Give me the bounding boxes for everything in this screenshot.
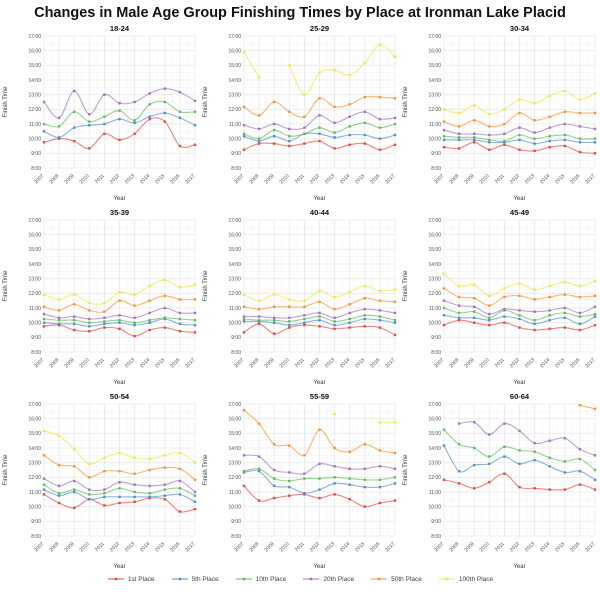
svg-text:10:00: 10:00	[228, 320, 241, 327]
svg-text:2017: 2017	[184, 173, 197, 186]
panel-title: 18-24	[109, 24, 130, 33]
svg-text:12:00: 12:00	[228, 107, 241, 114]
svg-text:2015: 2015	[554, 357, 567, 370]
svg-text:15:00: 15:00	[428, 63, 441, 70]
svg-text:2013: 2013	[523, 173, 537, 186]
svg-text:2008: 2008	[248, 357, 261, 370]
svg-text:17:00: 17:00	[28, 401, 41, 408]
svg-text:11:00: 11:00	[428, 121, 441, 128]
legend-item-100th-place	[438, 575, 493, 583]
svg-text:14:00: 14:00	[28, 445, 41, 452]
svg-text:2008: 2008	[448, 357, 461, 370]
svg-text:2012: 2012	[508, 541, 521, 554]
svg-text:2015: 2015	[154, 357, 167, 370]
svg-text:13:00: 13:00	[228, 92, 241, 99]
svg-text:16:00: 16:00	[428, 416, 441, 423]
svg-text:9:00: 9:00	[231, 151, 241, 158]
svg-text:2011: 2011	[93, 357, 106, 370]
svg-text:9:00: 9:00	[31, 519, 41, 526]
svg-text:2010: 2010	[278, 173, 291, 186]
chart-panel-50-54	[0, 390, 200, 574]
legend-marker-icon	[302, 575, 320, 583]
svg-text:2010: 2010	[78, 541, 91, 554]
svg-text:2007: 2007	[233, 357, 246, 370]
svg-text:14:00: 14:00	[28, 261, 41, 268]
chart-svg	[0, 22, 200, 206]
svg-text:9:00: 9:00	[231, 335, 241, 342]
svg-text:16:00: 16:00	[428, 232, 441, 239]
chart-svg	[0, 390, 200, 574]
svg-text:2012: 2012	[508, 357, 521, 370]
x-axis-label: Year	[313, 380, 326, 386]
svg-text:11:00: 11:00	[28, 489, 41, 496]
legend-item-50th-place	[370, 575, 422, 583]
svg-text:13:00: 13:00	[428, 460, 441, 467]
svg-text:14:00: 14:00	[428, 261, 441, 268]
chart-panel-30-34	[400, 22, 600, 206]
panel-title: 60-64	[509, 392, 530, 401]
svg-text:8:00: 8:00	[431, 165, 441, 172]
svg-text:2016: 2016	[569, 541, 582, 554]
svg-text:2009: 2009	[63, 357, 76, 370]
y-axis-label: Finish Time	[403, 454, 409, 486]
svg-text:2007: 2007	[433, 357, 446, 370]
svg-text:8:00: 8:00	[231, 349, 241, 356]
chart-panel-25-29	[200, 22, 400, 206]
panel-title: 35-39	[109, 208, 130, 217]
svg-text:15:00: 15:00	[228, 431, 241, 438]
svg-text:17:00: 17:00	[228, 217, 241, 224]
svg-text:2015: 2015	[554, 173, 567, 186]
svg-text:2013: 2013	[123, 173, 137, 186]
svg-text:2015: 2015	[354, 173, 367, 186]
svg-text:14:00: 14:00	[228, 77, 241, 84]
svg-text:10:00: 10:00	[428, 320, 441, 327]
svg-text:17:00: 17:00	[228, 401, 241, 408]
y-axis-label: Finish Time	[403, 86, 409, 118]
svg-text:12:00: 12:00	[28, 475, 41, 482]
svg-text:12:00: 12:00	[228, 291, 241, 298]
svg-text:2010: 2010	[278, 541, 291, 554]
svg-text:2010: 2010	[78, 357, 91, 370]
svg-text:2007: 2007	[433, 541, 446, 554]
chart-svg	[200, 22, 400, 206]
chart-svg	[400, 22, 600, 206]
svg-text:2016: 2016	[169, 173, 182, 186]
svg-text:14:00: 14:00	[28, 77, 41, 84]
svg-text:2012: 2012	[308, 173, 321, 186]
svg-text:2008: 2008	[48, 541, 61, 554]
svg-text:2007: 2007	[33, 541, 46, 554]
svg-text:14:00: 14:00	[428, 445, 441, 452]
svg-text:2013: 2013	[323, 173, 337, 186]
svg-text:14:00: 14:00	[228, 445, 241, 452]
y-axis-label: Finish Time	[203, 454, 209, 486]
y-axis-label: Finish Time	[3, 86, 9, 118]
x-axis-label: Year	[113, 196, 126, 202]
panel-title: 45-49	[509, 208, 530, 217]
legend-item-10th-place	[235, 575, 287, 583]
svg-text:2015: 2015	[354, 357, 367, 370]
svg-text:2010: 2010	[478, 541, 491, 554]
svg-text:2012: 2012	[108, 541, 121, 554]
svg-text:2012: 2012	[108, 173, 121, 186]
svg-text:10:00: 10:00	[28, 136, 41, 143]
svg-text:2008: 2008	[48, 173, 61, 186]
svg-text:15:00: 15:00	[228, 63, 241, 70]
svg-text:2009: 2009	[463, 173, 476, 186]
svg-text:13:00: 13:00	[428, 276, 441, 283]
svg-text:11:00: 11:00	[428, 305, 441, 312]
svg-text:2016: 2016	[369, 173, 382, 186]
svg-text:14:00: 14:00	[228, 261, 241, 268]
svg-text:13:00: 13:00	[28, 276, 41, 283]
svg-text:2013: 2013	[123, 357, 137, 370]
svg-text:15:00: 15:00	[28, 247, 41, 254]
legend-label: 20th Place	[323, 575, 355, 583]
x-axis-label: Year	[113, 380, 126, 386]
svg-text:10:00: 10:00	[228, 136, 241, 143]
chart-panel-18-24	[0, 22, 200, 206]
x-axis-label: Year	[513, 196, 526, 202]
svg-text:2013: 2013	[323, 541, 337, 554]
svg-text:2014: 2014	[139, 357, 152, 370]
legend-item-20th-place	[302, 575, 354, 583]
legend-label: 10th Place	[255, 575, 287, 583]
svg-text:2011: 2011	[93, 541, 106, 554]
y-axis-label: Finish Time	[203, 86, 209, 118]
svg-text:2013: 2013	[123, 541, 137, 554]
y-axis-label: Finish Time	[203, 270, 209, 302]
legend-item-5th-place	[171, 575, 219, 583]
svg-text:13:00: 13:00	[428, 92, 441, 99]
svg-text:2017: 2017	[584, 173, 597, 186]
x-axis-label: Year	[313, 564, 326, 570]
svg-text:2016: 2016	[169, 357, 182, 370]
svg-text:2008: 2008	[248, 173, 261, 186]
panel-title: 40-44	[309, 208, 330, 217]
y-axis-label: Finish Time	[3, 270, 9, 302]
svg-text:2017: 2017	[584, 357, 597, 370]
svg-text:2015: 2015	[554, 541, 567, 554]
x-axis-label: Year	[313, 196, 326, 202]
svg-text:16:00: 16:00	[228, 416, 241, 423]
svg-text:2015: 2015	[154, 173, 167, 186]
svg-text:2012: 2012	[308, 357, 321, 370]
svg-text:2017: 2017	[184, 357, 197, 370]
svg-text:2010: 2010	[478, 357, 491, 370]
chart-svg	[400, 206, 600, 390]
svg-text:15:00: 15:00	[428, 431, 441, 438]
legend-label: 5th Place	[191, 575, 219, 583]
svg-text:12:00: 12:00	[428, 475, 441, 482]
svg-text:2017: 2017	[384, 173, 397, 186]
svg-text:2007: 2007	[433, 173, 446, 186]
svg-text:2009: 2009	[63, 541, 76, 554]
svg-text:13:00: 13:00	[228, 460, 241, 467]
svg-text:2013: 2013	[523, 541, 537, 554]
svg-text:17:00: 17:00	[28, 217, 41, 224]
svg-text:2009: 2009	[263, 173, 276, 186]
svg-text:2016: 2016	[369, 541, 382, 554]
svg-text:15:00: 15:00	[28, 431, 41, 438]
svg-text:2010: 2010	[478, 173, 491, 186]
svg-text:2013: 2013	[323, 357, 337, 370]
legend-marker-icon	[235, 575, 253, 583]
legend-label: 100th Place	[458, 575, 494, 583]
svg-text:2015: 2015	[354, 541, 367, 554]
svg-text:8:00: 8:00	[231, 533, 241, 540]
svg-text:2017: 2017	[384, 357, 397, 370]
y-axis-label: Finish Time	[403, 270, 409, 302]
svg-text:8:00: 8:00	[31, 165, 41, 172]
svg-text:2007: 2007	[233, 541, 246, 554]
svg-text:2012: 2012	[108, 357, 121, 370]
legend-marker-icon	[107, 575, 125, 583]
svg-text:11:00: 11:00	[28, 305, 41, 312]
svg-text:2011: 2011	[293, 173, 306, 186]
svg-text:2014: 2014	[539, 357, 552, 370]
svg-text:2010: 2010	[278, 357, 291, 370]
chart-panel-40-44	[200, 206, 400, 390]
svg-text:2016: 2016	[569, 357, 582, 370]
svg-text:2010: 2010	[78, 173, 91, 186]
chart-svg	[200, 206, 400, 390]
legend-label: 1st Place	[127, 575, 155, 583]
svg-text:2017: 2017	[384, 541, 397, 554]
svg-text:10:00: 10:00	[428, 136, 441, 143]
svg-text:2014: 2014	[339, 173, 352, 186]
svg-text:8:00: 8:00	[231, 165, 241, 172]
panel-title: 55-59	[309, 392, 330, 401]
svg-text:8:00: 8:00	[431, 533, 441, 540]
x-axis-label: Year	[513, 380, 526, 386]
svg-text:2014: 2014	[539, 541, 552, 554]
svg-text:17:00: 17:00	[28, 33, 41, 40]
svg-text:2007: 2007	[233, 173, 246, 186]
svg-text:2011: 2011	[293, 541, 306, 554]
svg-text:2011: 2011	[493, 173, 506, 186]
svg-text:2015: 2015	[154, 541, 167, 554]
svg-text:11:00: 11:00	[28, 121, 41, 128]
svg-text:17:00: 17:00	[228, 33, 241, 40]
svg-text:11:00: 11:00	[428, 489, 441, 496]
chart-svg	[200, 390, 400, 574]
svg-text:9:00: 9:00	[431, 335, 441, 342]
svg-text:13:00: 13:00	[28, 460, 41, 467]
legend	[0, 575, 600, 583]
svg-text:2014: 2014	[339, 357, 352, 370]
svg-text:16:00: 16:00	[228, 48, 241, 55]
svg-text:8:00: 8:00	[431, 349, 441, 356]
svg-text:2011: 2011	[493, 541, 506, 554]
svg-text:13:00: 13:00	[28, 92, 41, 99]
svg-text:12:00: 12:00	[228, 475, 241, 482]
svg-text:16:00: 16:00	[28, 48, 41, 55]
svg-text:2017: 2017	[584, 541, 597, 554]
chart-panel-35-39	[0, 206, 200, 390]
svg-text:17:00: 17:00	[428, 401, 441, 408]
charts-grid	[0, 22, 600, 574]
svg-text:2011: 2011	[293, 357, 306, 370]
svg-text:15:00: 15:00	[428, 247, 441, 254]
x-axis-label: Year	[113, 564, 126, 570]
legend-item-1st-place	[107, 575, 155, 583]
svg-text:16:00: 16:00	[228, 232, 241, 239]
svg-text:2007: 2007	[33, 173, 46, 186]
svg-text:14:00: 14:00	[428, 77, 441, 84]
svg-text:12:00: 12:00	[28, 291, 41, 298]
legend-marker-icon	[171, 575, 189, 583]
panel-title: 50-54	[109, 392, 130, 401]
figure-title: Changes in Male Age Group Finishing Times by Place at Ironman Lake Placid	[34, 5, 566, 21]
svg-text:2008: 2008	[448, 173, 461, 186]
svg-text:12:00: 12:00	[428, 291, 441, 298]
svg-text:2012: 2012	[308, 541, 321, 554]
svg-text:2013: 2013	[523, 357, 537, 370]
svg-text:2012: 2012	[508, 173, 521, 186]
svg-text:11:00: 11:00	[228, 121, 241, 128]
svg-text:10:00: 10:00	[28, 320, 41, 327]
svg-text:11:00: 11:00	[228, 489, 241, 496]
svg-text:2016: 2016	[369, 357, 382, 370]
panel-title: 25-29	[309, 24, 330, 33]
svg-text:16:00: 16:00	[28, 232, 41, 239]
svg-text:9:00: 9:00	[31, 335, 41, 342]
svg-text:17:00: 17:00	[428, 33, 441, 40]
svg-text:2016: 2016	[569, 173, 582, 186]
svg-text:9:00: 9:00	[431, 519, 441, 526]
svg-text:10:00: 10:00	[428, 504, 441, 511]
svg-text:17:00: 17:00	[428, 217, 441, 224]
svg-text:2008: 2008	[48, 357, 61, 370]
svg-text:2008: 2008	[448, 541, 461, 554]
svg-text:2011: 2011	[493, 357, 506, 370]
chart-panel-45-49	[400, 206, 600, 390]
svg-text:10:00: 10:00	[228, 504, 241, 511]
chart-svg	[0, 206, 200, 390]
legend-marker-icon	[370, 575, 388, 583]
svg-text:2017: 2017	[184, 541, 197, 554]
svg-text:9:00: 9:00	[431, 151, 441, 158]
svg-text:15:00: 15:00	[28, 63, 41, 70]
svg-text:2014: 2014	[139, 173, 152, 186]
svg-text:2009: 2009	[463, 357, 476, 370]
svg-text:8:00: 8:00	[31, 349, 41, 356]
x-axis-label: Year	[513, 564, 526, 570]
svg-text:2016: 2016	[169, 541, 182, 554]
svg-text:12:00: 12:00	[428, 107, 441, 114]
svg-text:2014: 2014	[139, 541, 152, 554]
svg-text:12:00: 12:00	[28, 107, 41, 114]
svg-text:13:00: 13:00	[228, 276, 241, 283]
svg-text:8:00: 8:00	[31, 533, 41, 540]
chart-svg	[400, 390, 600, 574]
svg-text:2008: 2008	[248, 541, 261, 554]
svg-text:2009: 2009	[463, 541, 476, 554]
svg-text:2014: 2014	[539, 173, 552, 186]
svg-text:2011: 2011	[93, 173, 106, 186]
svg-text:9:00: 9:00	[31, 151, 41, 158]
panel-title: 30-34	[509, 24, 530, 33]
svg-text:2014: 2014	[339, 541, 352, 554]
chart-panel-60-64	[400, 390, 600, 574]
y-axis-label: Finish Time	[3, 454, 9, 486]
svg-text:15:00: 15:00	[228, 247, 241, 254]
svg-text:16:00: 16:00	[28, 416, 41, 423]
svg-text:9:00: 9:00	[231, 519, 241, 526]
legend-marker-icon	[438, 575, 456, 583]
svg-text:10:00: 10:00	[28, 504, 41, 511]
svg-text:2009: 2009	[263, 357, 276, 370]
chart-panel-55-59	[200, 390, 400, 574]
svg-text:16:00: 16:00	[428, 48, 441, 55]
legend-label: 50th Place	[391, 575, 422, 583]
svg-text:2007: 2007	[33, 357, 46, 370]
svg-text:11:00: 11:00	[228, 305, 241, 312]
svg-text:2009: 2009	[63, 173, 76, 186]
svg-text:2009: 2009	[263, 541, 276, 554]
